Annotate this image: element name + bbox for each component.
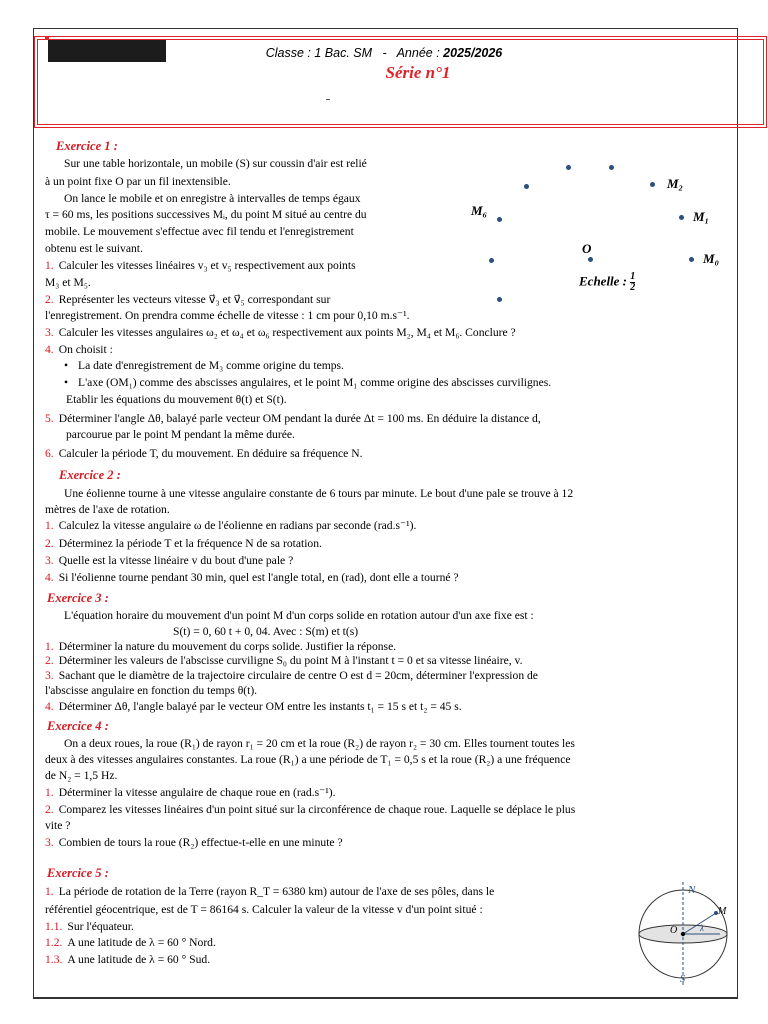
question-text: Déterminer les valeurs de l'abscisse curviligne S₀ du point M à l'instant t = 0 et sa vitesse linéaire, v. bbox=[58, 654, 523, 667]
ex1-question-4 bbox=[45, 342, 113, 357]
label-m1: M₁ bbox=[693, 209, 710, 224]
ex4-question-2 bbox=[45, 802, 575, 817]
question-number: 1.3. bbox=[45, 953, 63, 966]
position-dot-m6 bbox=[497, 217, 502, 222]
scale-text: Echelle : bbox=[579, 273, 628, 289]
question-text: Sur l'équateur. bbox=[67, 920, 134, 933]
question-text: Sachant que le diamètre de la trajectoire circulaire de centre O est d = 20cm, déterminer l'expression de bbox=[58, 669, 538, 682]
ex3-question-4 bbox=[45, 699, 462, 714]
ex4-line: On a deux roues, la roue (R₁) de rayon r₁ = 20 cm et la roue (R₂) de rayon r₂ = 30 cm. Elles tournent toutes les bbox=[64, 737, 575, 750]
question-number: 1.2. bbox=[45, 936, 63, 949]
class-year-line bbox=[0, 46, 768, 60]
question-text: Calculer la période T, du mouvement. En déduire sa fréquence N. bbox=[58, 447, 363, 460]
ex1-bullet: • La date d'enregistrement de M₃ comme origine du temps. bbox=[78, 359, 344, 372]
earth-center-dot bbox=[681, 932, 685, 936]
ex3-equation: S(t) = 0, 60 t + 0, 04. Avec : S(m) et t(s) bbox=[173, 625, 359, 638]
ex3-question-1 bbox=[45, 639, 396, 654]
label-m6: M₆ bbox=[471, 203, 488, 218]
question-text: Calculer les vitesses angulaires ω₂ et ω₄ et ω₆ respectivement aux points M₂, M₄ et M₆. Conclure ? bbox=[58, 326, 516, 339]
ex2-question-4 bbox=[45, 570, 459, 585]
position-dot-m0 bbox=[689, 257, 694, 262]
question-number: 3. bbox=[45, 554, 54, 567]
question-text: Combien de tours la roue (R₂) effectue-t-elle en une minute ? bbox=[58, 836, 343, 849]
scale-numerator: 1 bbox=[630, 271, 636, 282]
earth-diagram bbox=[630, 878, 740, 988]
ex3-line: l'abscisse angulaire en fonction du temps θ(t). bbox=[45, 684, 258, 697]
label-o: O bbox=[670, 925, 678, 936]
question-number: 2. bbox=[45, 293, 54, 306]
question-number: 1. bbox=[45, 519, 54, 532]
ex1-line: On lance le mobile et on enregistre à intervalles de temps égaux bbox=[64, 192, 361, 205]
ex1-question-1 bbox=[45, 258, 356, 273]
position-dot-m7 bbox=[489, 258, 494, 263]
ex1-question-2 bbox=[45, 292, 330, 307]
question-text: Déterminer Δθ, l'angle balayé par le vecteur OM entre les instants t₁ = 15 s et t₂ = 45 s. bbox=[58, 700, 462, 713]
question-text: Représenter les vecteurs vitesse v⃗₃ et v⃗₅ correspondant sur bbox=[58, 293, 331, 306]
label-m0: M₀ bbox=[703, 251, 720, 266]
question-text: Comparez les vitesses linéaires d'un point situé sur la circonférence de chaque roue. Laquelle se déplace le plus bbox=[58, 803, 576, 816]
question-number: 5. bbox=[45, 412, 54, 425]
question-text: Calculez la vitesse angulaire ω de l'éolienne en radians par seconde (rad.s⁻¹). bbox=[58, 519, 417, 532]
scale-label bbox=[579, 272, 635, 293]
position-dot-m8 bbox=[497, 297, 502, 302]
header-corner-mark bbox=[45, 37, 49, 40]
label-n: N bbox=[688, 884, 696, 896]
position-dot-m3 bbox=[609, 165, 614, 170]
ex3-question-2 bbox=[45, 653, 523, 668]
scale-fraction bbox=[630, 272, 635, 293]
question-number: 2. bbox=[45, 654, 54, 667]
question-number: 4. bbox=[45, 343, 54, 356]
question-number: 1.1. bbox=[45, 920, 63, 933]
question-number: 3. bbox=[45, 326, 54, 339]
ex1-line: Sur une table horizontale, un mobile (S) sur coussin d'air est relié bbox=[64, 157, 367, 170]
ex1-line: mobile. Le mouvement s'effectue avec fil tendu et l'enregistrement bbox=[45, 225, 354, 238]
ex1-bullet: • L'axe (OM₁) comme des abscisses angulaires, et le point M₁ comme origine des abscisses curvilignes. bbox=[78, 376, 551, 389]
ex2-question-1 bbox=[45, 518, 416, 533]
ex2-question-2 bbox=[45, 536, 322, 551]
label-lambda: λ bbox=[700, 923, 704, 933]
ex5-question-1-1 bbox=[45, 919, 134, 934]
scale-denominator: 2 bbox=[630, 282, 636, 293]
label-m: M bbox=[718, 906, 727, 917]
question-number: 3. bbox=[45, 669, 54, 682]
question-text: Si l'éolienne tourne pendant 30 min, quel est l'angle total, en (rad), dont elle a tourné ? bbox=[58, 571, 459, 584]
position-dot-m4 bbox=[566, 165, 571, 170]
position-dot-m2 bbox=[650, 182, 655, 187]
exercise-5-title: Exercice 5 : bbox=[47, 866, 109, 880]
ex1-question-6 bbox=[45, 446, 363, 461]
question-number: 1. bbox=[45, 259, 54, 272]
ex1-line: M₃ et M₅. bbox=[45, 276, 91, 289]
question-text: Calculer les vitesses linéaires v₃ et v₅ respectivement aux points bbox=[58, 259, 356, 272]
question-number: 2. bbox=[45, 537, 54, 550]
ex1-line: parcourue par le point M pendant la même durée. bbox=[66, 428, 295, 441]
ex1-line: l'enregistrement. On prendra comme échelle de vitesse : 1 cm pour 0,10 m.s⁻¹. bbox=[45, 309, 410, 322]
question-text: Quelle est la vitesse linéaire v du bout d'une pale ? bbox=[58, 554, 294, 567]
question-text: Déterminer la nature du mouvement du corps solide. Justifier la réponse. bbox=[58, 640, 397, 653]
position-dot-m5 bbox=[524, 184, 529, 189]
year-value: 2025/2026 bbox=[443, 46, 503, 60]
question-text: Déterminer l'angle Δθ, balayé parle vecteur OM pendant la durée Δt = 100 ms. En déduire la distance d, bbox=[58, 412, 541, 425]
ex5-line: référentiel géocentrique, est de T = 86164 s. Calculer la valeur de la vitesse v d'un point situé : bbox=[45, 903, 483, 916]
ex2-line: Une éolienne tourne à une vitesse angulaire constante de 6 tours par minute. Le bout d'une pale se trouve à 12 bbox=[64, 487, 574, 500]
question-number: 4. bbox=[45, 571, 54, 584]
ex4-line: vite ? bbox=[45, 819, 71, 832]
exercise-2-title: Exercice 2 : bbox=[59, 468, 121, 482]
exercise-1-title: Exercice 1 : bbox=[56, 139, 118, 153]
position-dot-m1 bbox=[679, 215, 684, 220]
question-number: 2. bbox=[45, 803, 54, 816]
series-title: Série n°1 bbox=[385, 63, 451, 82]
ex1-line: Etablir les équations du mouvement θ(t) et S(t). bbox=[66, 393, 287, 406]
ex5-question-1-3 bbox=[45, 952, 210, 967]
center-dot-o bbox=[588, 257, 593, 262]
ex1-line: obtenu est le suivant. bbox=[45, 242, 143, 255]
question-text: Déterminer la vitesse angulaire de chaque roue en (rad.s⁻¹). bbox=[58, 786, 336, 799]
question-text: A une latitude de λ = 60 ° Sud. bbox=[67, 953, 211, 966]
separator: - bbox=[382, 46, 387, 60]
label-s: S bbox=[680, 974, 685, 985]
question-text: Déterminez la période T et la fréquence N de sa rotation. bbox=[58, 537, 322, 550]
ex1-question-5 bbox=[45, 411, 541, 426]
question-number: 1. bbox=[45, 640, 54, 653]
ex1-question-3 bbox=[45, 325, 516, 340]
question-number: 1. bbox=[45, 786, 54, 799]
class-label: Classe : 1 Bac. SM bbox=[265, 46, 373, 60]
question-number: 3. bbox=[45, 836, 54, 849]
question-number: 6. bbox=[45, 447, 54, 460]
exercise-4-title: Exercice 4 : bbox=[47, 719, 109, 733]
ex4-line: deux à des vitesses angulaires constantes. La roue (R₁) a une période de T₁ = 0,5 s et la roue (R₂) a une fréquence bbox=[45, 753, 571, 766]
ex4-question-1 bbox=[45, 785, 335, 800]
ex2-question-3 bbox=[45, 553, 293, 568]
ex2-line: mètres de l'axe de rotation. bbox=[45, 503, 170, 516]
question-number: 4. bbox=[45, 700, 54, 713]
year-label: Année : bbox=[396, 46, 440, 60]
question-number: 1. bbox=[45, 885, 54, 898]
exercise-3-title: Exercice 3 : bbox=[47, 591, 109, 605]
header-dash-mark bbox=[326, 99, 330, 100]
ex3-line: L'équation horaire du mouvement d'un point M d'un corps solide en rotation autour d'un axe fixe est : bbox=[64, 609, 534, 622]
ex3-question-3 bbox=[45, 668, 538, 683]
question-text: La période de rotation de la Terre (rayon R_T = 6380 km) autour de l'axe de ses pôles, dans le bbox=[58, 885, 495, 898]
ex4-line: de N₂ = 1,5 Hz. bbox=[45, 769, 118, 782]
question-text: On choisit : bbox=[58, 343, 113, 356]
ex5-question-1 bbox=[45, 884, 494, 899]
ex1-line: à un point fixe O par un fil inextensible. bbox=[45, 175, 231, 188]
ex4-question-3 bbox=[45, 835, 343, 850]
question-text: A une latitude de λ = 60 ° Nord. bbox=[67, 936, 216, 949]
ex5-question-1-2 bbox=[45, 935, 216, 950]
label-o: O bbox=[582, 241, 592, 256]
label-m2: M₂ bbox=[667, 176, 684, 191]
ex1-line: τ = 60 ms, les positions successives Mᵢ, du point M situé au centre du bbox=[45, 208, 367, 221]
